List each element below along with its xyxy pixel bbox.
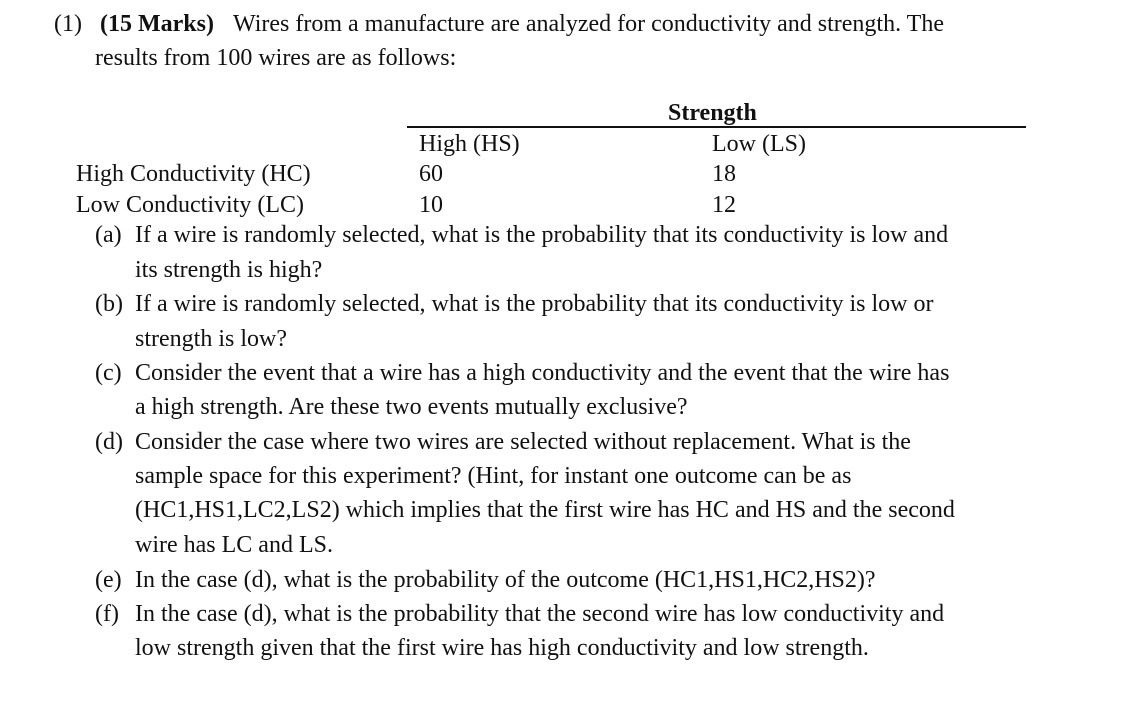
part-text-line: sample space for this experiment? (Hint, for instant one outcome can be as: [135, 463, 852, 489]
part-text-line: If a wire is randomly selected, what is the probability that its conductivity is low and: [135, 222, 949, 248]
table-cell: 18: [712, 161, 736, 187]
question-intro-line-2: results from 100 wires are as follows:: [95, 45, 457, 71]
table-row-label: High Conductivity (HC): [76, 161, 311, 187]
part-text-line: strength is low?: [135, 326, 287, 352]
part-text-line: a high strength. Are these two events mutually exclusive?: [135, 394, 688, 420]
part-text-line: (HC1,HS1,LC2,LS2) which implies that the first wire has HC and HS and the second: [135, 497, 955, 523]
part-text-line: low strength given that the first wire has high conductivity and low strength.: [135, 635, 869, 661]
part-text-line: If a wire is randomly selected, what is the probability that its conductivity is low or: [135, 291, 934, 317]
part-text-line: In the case (d), what is the probability that the second wire has low conductivity and: [135, 601, 945, 627]
part-text-line: its strength is high?: [135, 257, 323, 283]
table-column-header: High (HS): [419, 131, 520, 157]
marks-label: (15 Marks): [100, 11, 214, 37]
question-intro-line-1: Wires from a manufacture are analyzed for conductivity and strength. The: [233, 11, 944, 37]
part-text-line: In the case (d), what is the probability of the outcome (HC1,HS1,HC2,HS2)?: [135, 567, 876, 593]
table-cell: 10: [419, 192, 443, 218]
part-label: (b): [95, 291, 123, 317]
part-label: (a): [95, 222, 122, 248]
part-label: (d): [95, 429, 123, 455]
table-group-header: Strength: [668, 100, 757, 126]
question-number: (1): [54, 11, 82, 37]
table-cell: 12: [712, 192, 736, 218]
table-row-label: Low Conductivity (LC): [76, 192, 304, 218]
table-header-rule: [407, 126, 1026, 128]
part-text-line: Consider the event that a wire has a high conductivity and the event that the wire has: [135, 360, 950, 386]
part-label: (f): [95, 601, 119, 627]
table-column-header: Low (LS): [712, 131, 806, 157]
part-label: (e): [95, 567, 122, 593]
table-cell: 60: [419, 161, 443, 187]
part-text-line: wire has LC and LS.: [135, 532, 333, 558]
part-text-line: Consider the case where two wires are selected without replacement. What is the: [135, 429, 911, 455]
part-label: (c): [95, 360, 122, 386]
